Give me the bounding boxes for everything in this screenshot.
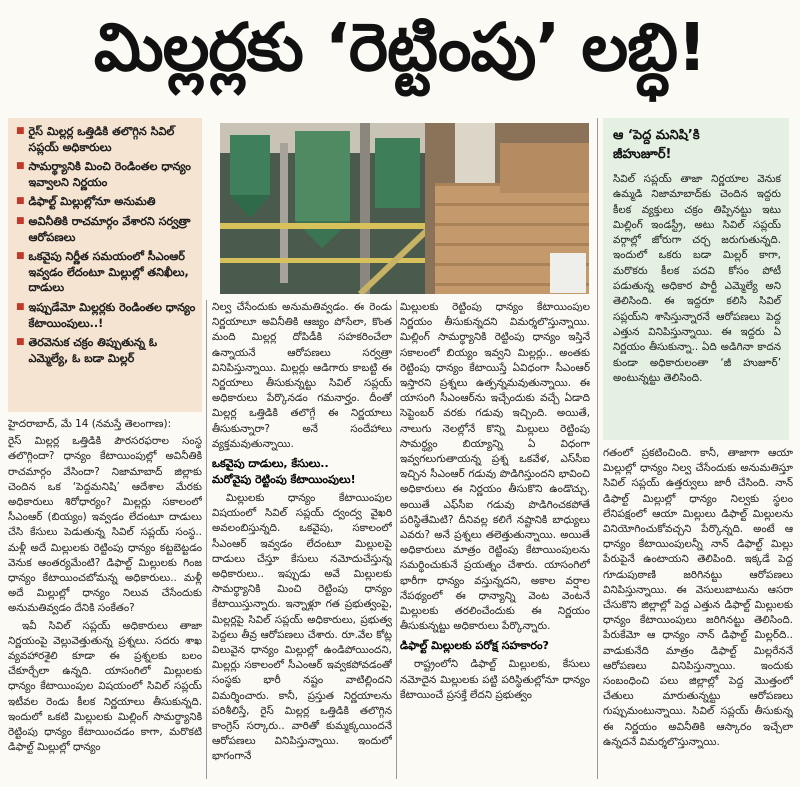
highlight-text: సామర్థ్యానికి మించి రెండింతల ధాన్యం ఇవ్వాలని నిర్ణయం (28, 160, 191, 189)
highlight-item (16, 335, 196, 366)
highlight-item (16, 249, 196, 296)
bullet-square-icon: ■ (16, 215, 25, 226)
highlight-item (16, 159, 196, 190)
article-paragraph: మిల్లులకు రెట్టింపు ధాన్యం కేటాయింపుల నిర్ణయం తీసుకున్నదని విమర్శలొస్తున్నాయి. మిల్లింగ్ సామర్థ్యానికి రెట్టింపు ధాన్యం ఇస్తినే సకాలంలో బియ్యం ఇవ్వని మిల్లర్లు.. అంతకు రెట్టింపు ధాన్యం కేటాయిస్తే ఏవిధంగా సీఎంఆర్ ఇస్తారని ప్రశ్నలు ఉత్పన్నమవుతున్నాయి. ఈ యాసంగి సీఎంఆర్‌ను ఇచ్చేందుకు వచ్చే ఏడాది సెప్టెంబర్ వరకు గడువు ఇచ్చింది. అయితే, నాలుగు నెలల్లోనే కొన్ని మిల్లులు రెట్టింపు సామర్థ్యం బియ్యాన్ని ఏ విధంగా ఇవ్వగలుగుతాయన్న ప్రశ్న ఒకవేళ, ఎస్‌సీఐ ఇచ్చిన సీఎంఆర్ గడువు పొడిగిస్తుందని భావించి అధికారులు ఈ నిర్ణయం తీసుకొని ఉండొచ్చు. అయితే ఎఫ్‌సీఐ గడువు పొడిగించకపోతే పరిస్థితేమిటి? దీనివల్ల కలిగే నష్టానికి బాధ్యులు ఎవరు? అనే ప్రశ్నలు తలెత్తుతున్నాయి. అయితే అధికారులు మాత్రం రెట్టింపు కేటాయింపులను సమర్థించుకునే ప్రయత్నం చేశారు. యాసంగిలో భారీగా ధాన్యం వస్తున్నదని, అకాల వర్షాల నేపథ్యంలో ఈ ధాన్యాన్ని వెంట వెంటనే మిల్లులకు తరలించేందుకు ఈ నిర్ణయం తీసుకున్నట్టు అధికారులు పేర్కొన్నారు. (400, 301, 590, 633)
bullet-square-icon: ■ (16, 196, 25, 207)
bullet-square-icon: ■ (16, 161, 25, 172)
highlight-item (16, 214, 196, 245)
highlight-item (16, 300, 196, 331)
sidebar-story-title (613, 126, 781, 164)
highlight-text: ఇప్పుడేమో మిల్లర్లకు రెండింతల ధాన్యం కేటాయింపులు..! (28, 300, 196, 330)
article-paragraph: గతంలో ప్రకటించింది. కానీ, తాజాగా ఆయా మిల్లుల్లో ధాన్యం నిల్వ చేసేందుకు అనుమతిస్తూ సివిల్ సప్లయ్ ఉత్తర్వులు జారీ చేసింది. నాన్ డిఫాల్ట్ మిల్లుల్లో ధాన్యం నిల్వకు స్థలం లేనిపక్షంలో ఆయా మిల్లులు డిఫాల్ట్ మిల్లులను వినియోగించుకోవచ్చని పేర్కొన్నది. అంటే ఆ ధాన్యం కేటాయింపులన్నీ నాన్ డిఫాల్ట్ మిల్లు పేరుపైనే ఉంటాయని తెలిపింది. ఇక్కడే పెద్ద గూడుపుఠాణి జరిగినట్టు ఆరోపణలు వినిపిస్తున్నాయి. ఈ వెసులుబాటును ఆసరా చేసుకొని జిల్లాల్లో పెద్ద ఎత్తున డిఫాల్ట్ మిల్లులకు ధాన్యం కేటాయింపులు జరిగినట్టు తెలిసింది. పేరుకేమో ఆ ధాన్యం నాన్ డిఫాల్ట్ మిల్లర్‌ది.. వాడుకునేది మాత్రం డిఫాల్ట్ మిల్లరేననే ఆరోపణలు వినిపిస్తున్నాయి. ఇందుకు సంబంధించి పలు జిల్లాల్లో పెద్ద మొత్తంలో చేతులు మారుతున్నట్టు ఆరోపణలు గుప్పుమంటున్నాయి. సివిల్ సప్లయ్ తీసుకున్న ఈ నిర్ణయం అవినీతికి ఆస్కారం ఇచ్చేలా ఉన్నదనే విమర్శలొస్తున్నాయి. (603, 447, 793, 748)
bullet-square-icon: ■ (16, 251, 25, 262)
sidebar-title-line: జీహుజూర్! (613, 147, 672, 162)
highlight-text: ఒకవైపు నిర్ణీత సమయంలో సీఎంఆర్ ఇవ్వడం లేదంటూ మిల్లుల్లో తనిఖీలు, దాడులు (28, 250, 189, 295)
bullet-square-icon: ■ (16, 126, 25, 136)
highlight-item (16, 124, 196, 155)
article-column-3 (400, 300, 590, 779)
article-paragraph: మిల్లులకు ధాన్యం కేటాయింపుల విషయంలో సివిల్ సప్లయ్ ద్వంద్వ వైఖరి అవలంబిస్తున్నది. ఒకవైపు, సకాలంలో సీఎంఆర్ ఇవ్వడం లేదంటూ మిల్లులపై దాడులు చేస్తూ కేసులు నమోదుచేస్తున్న అధికారులు.. ఇప్పుడు అవే మిల్లులకు సామర్థ్యానికి మించి రెట్టింపు ధాన్యం కేటాయిస్తున్నారు. ఇన్నాళ్లూ గత ప్రభుత్వంపై, మిల్లర్లపై సివిల్ సప్లయ్ అధికారులు, ప్రభుత్వ పెద్దలు తీవ్ర ఆరోపణలు చేశారు. రూ.వేల కోట్ల విలువైన ధాన్యం మిల్లుల్లో ఉండిపోయిందని, మిల్లర్లు సకాలంలో సీఎంఆర్ ఇవ్వకపోవడంతో సంస్థకు భారీ నష్టం వాటిల్లిందని విమర్శించారు. కానీ, ప్రస్తుత నిర్ణయాలను పరిశీలిస్తే, రైస్ మిల్లర్ల ఒత్తిడికి తలొగ్గిన కాంగ్రెస్ సర్కారు.. వారితో కుమ్మక్కయిందనే ఆరోపణలు వినిపిస్తున్నాయి. ఇందులో భాగంగానే (212, 492, 392, 763)
bullet-square-icon: ■ (16, 337, 25, 348)
highlight-text: రైస్ మిల్లర్ల ఒత్తిడికి తలొగ్గిన సివిల్ సప్లయ్ అధికారులు (28, 125, 175, 154)
section-subheading: ఒకవైపు దాడులు, కేసులు.. (212, 457, 329, 471)
highlights-box (8, 118, 202, 412)
sidebar-story-box (603, 118, 789, 440)
highlight-text: తెరవెనుక చక్రం తిప్పుతున్న ఓ ఎమ్మెల్యే, ఓ బడా మిల్లర్ (28, 336, 158, 365)
section-subheading: డిఫాల్ట్ మిల్లులకు పరోక్ష సహకారం? (400, 639, 549, 653)
sidebar-title-line: ఆ ‘పెద్ద మనిషి’కి (613, 128, 700, 143)
section-subheading: మరోవైపు రెట్టింపు కేటాయింపులు! (212, 473, 356, 487)
dateline: హైదరాబాద్, మే 14 (నమస్తే తెలంగాణ): (8, 418, 172, 430)
highlight-text: అవినీతికి రాచమార్గం వేశారని సర్వత్రా ఆరోపణలు (28, 214, 191, 244)
article-paragraph: నిల్వ చేసేందుకు అనుమతివ్వడం. ఈ రెండు నిర్ణయాలూ అవినీతికి ఆజ్యం పోసేలా, కొంత మంది మిల్లర్ల దోపిడీకి సహకరించేలా ఉన్నాయనే ఆరోపణలు సర్వత్రా వినిపిస్తున్నాయి. మిల్లర్లు ఆడిగారు కాబట్టి ఈ నిర్ణయాలు తీసుకున్నట్టు సివిల్ సప్లయ్ అధికారులు పేర్కొనడం గమనార్హం. దీంతో మిల్లర్ల ఒత్తిడికి తలొగ్గే ఈ నిర్ణయాలు తీసుకున్నారా? అనే సందేహాలు వ్యక్తమవుతున్నాయి. (212, 301, 392, 450)
column-divider (206, 300, 207, 779)
rice-mill-photo (220, 123, 589, 294)
rice-mill-illustration (220, 123, 589, 294)
highlight-item (16, 194, 196, 210)
column-divider (396, 300, 397, 779)
sidebar-story-body: సివిల్ సప్లయ్ తాజా నిర్ణయాల వెనుక ఉమ్మడి నిజామాబాద్‌కు చెందిన ఇద్దరు కీలక వ్యక్తులు చక్రం తిప్పినట్టు ఇటు మిల్లింగ్ ఇండస్ట్రీ, అటు సివిల్ సప్లయ్ వర్గాల్లో జోరుగా చర్చ జరుగుతున్నది. ఇందులో ఒకరు బడా మిల్లర్ కాగా, మరొకరు కీలక పదవి కోసం పోటీ పడుతున్న అధికార పార్టీ ఎమ్మెల్యే అని తెలిసింది. ఈ ఇద్దరూ కలిసి సివిల్ సప్లయ్‌ని శాసిస్తున్నారనే ఆరోపణలు పెద్ద ఎత్తున వినిపిస్తున్నాయి. ఈ ఇద్దరు ఏ నిర్ణయం తీసుకున్నా.. ఏది అడిగినా కాదన కుండా అధికారులంతా ‘జీ హుజూర్’ అంటున్నట్టు తెలిసింది. (613, 173, 781, 384)
bullet-square-icon: ■ (16, 301, 25, 312)
article-paragraph: రాష్ట్రంలోని డిఫాల్ట్ మిల్లులకు, కేసులు నమోదైన మిల్లులకు పట్టి పరిస్థితుల్లోనూ ధాన్యం కేటాయించే ప్రసక్తే లేదని ప్రభుత్వం (400, 658, 590, 701)
highlight-text: డిఫాల్ట్ మిల్లుల్లోనూ అనుమతి (28, 195, 156, 209)
article-paragraph: ఇవీ సివిల్ సప్లయ్ అధికారులు తాజా నిర్ణయంపై వెల్లువెత్తుతున్న ప్రశ్నలు. సదరు శాఖ వ్యవహారశైలి కూడా ఈ ప్రశ్నలకు బలం చేకూర్చేలా ఉన్నది. యాసంగిలో మిల్లులకు ధాన్యం కేటాయింపుల విషయంలో సివిల్ సప్లయ్ ఇటీవల రెండు కీలక నిర్ణయాలు తీసుకున్నది. ఇందులో ఒకటి మిల్లులకు మిల్లింగ్ సామర్థ్యానికి రెట్టింపు ధాన్యం కేటాయించడం కాగా, మరొకటి డిఫాల్ట్ మిల్లుల్లో ధాన్యం (8, 619, 202, 754)
article-column-2 (212, 300, 392, 779)
article-paragraph: రైస్ మిల్లర్ల ఒత్తిడికి పౌరసరఫరాల సంస్థ తలొగ్గిందా? ధాన్యం కేటాయింపుల్లో అవినీతికి రాచమార్గం వేసిందా? నిజామాబాద్ జిల్లాకు చెందిన ఒక ‘పెద్దమనిషి’ ఆదేశాల మేరకు అధికారులు శిరోధార్యం? మిల్లర్లు సకాలంలో సీఎంఆర్ (బియ్యం) ఇవ్వడం లేదంటూ దాడులు చేసి కేసులు పెడుతున్న సివిల్ సప్లయ్ సంస్థ.. మళ్లీ అదే మిల్లులకు రెట్టింపు ధాన్యం కట్టబెట్టడం వెనుక ఆంతర్యమేంటి? డిఫాల్ట్ మిల్లులకు గింజ ధాన్యం కేటాయించబోమన్న అధికారులు.. మళ్లీ అదే మిల్లుల్లో ధాన్యం నిలువ చేసేందుకు అనుమతివ్వడం దేనికి సంకేతం? (8, 435, 202, 615)
column-divider (597, 118, 598, 779)
article-column-4 (603, 446, 793, 779)
article-column-1 (8, 417, 202, 779)
page-headline: మిల్లర్లకు ‘రెట్టింపు’ లబ్ధి! (93, 8, 707, 86)
